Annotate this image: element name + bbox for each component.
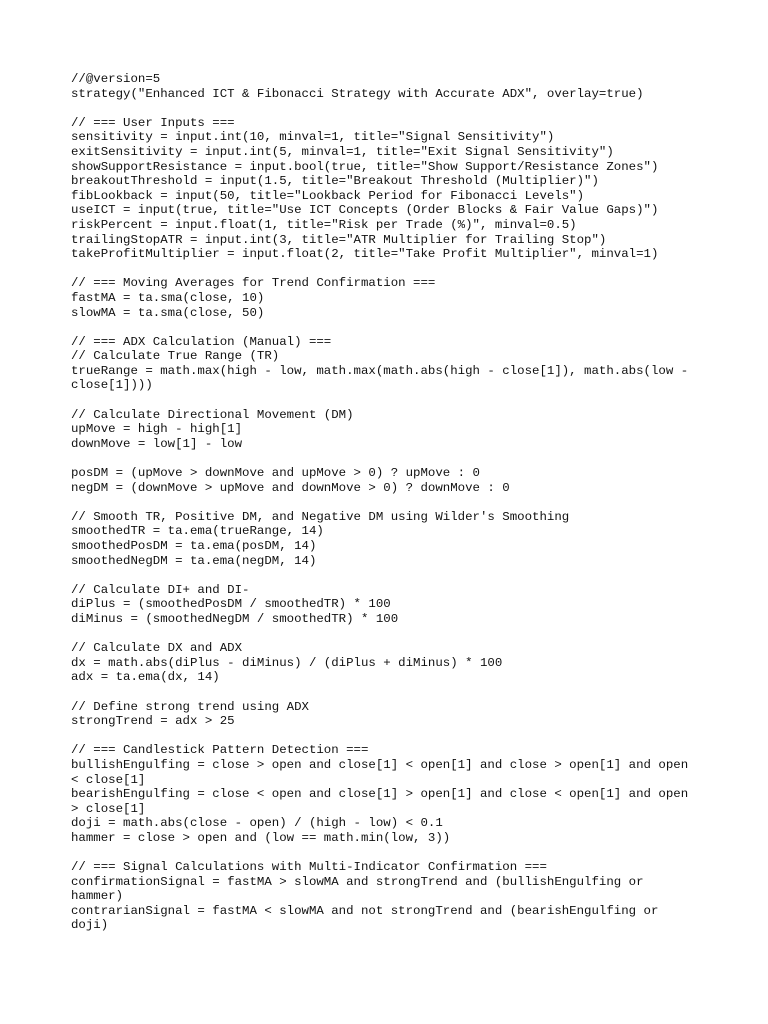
code-line: smoothedNegDM = ta.ema(negDM, 14) <box>71 553 317 568</box>
code-line: useICT = input(true, title="Use ICT Concepts (Order Blocks & Fair Value Gaps)") <box>71 203 659 218</box>
code-line: exitSensitivity = input.int(5, minval=1, title="Exit Signal Sensitivity") <box>71 144 614 159</box>
code-line: // === User Inputs === <box>71 115 235 130</box>
code-line: bullishEngulfing = close > open and close[1] < open[1] and close > open[1] and open <box>71 757 689 772</box>
code-line: // Define strong trend using ADX <box>71 699 309 714</box>
code-line: diPlus = (smoothedPosDM / smoothedTR) * 100 <box>71 597 391 612</box>
blank-line <box>71 101 711 116</box>
blank-line <box>71 320 711 335</box>
blank-line <box>71 627 711 642</box>
code-line: < close[1] <box>71 772 146 787</box>
code-line: breakoutThreshold = input(1.5, title="Breakout Threshold (Multiplier)") <box>71 174 599 189</box>
code-line: smoothedPosDM = ta.ema(posDM, 14) <box>71 539 317 553</box>
code-line: hammer = close > open and (low == math.min(low, 3)) <box>71 830 451 845</box>
code-line: trueRange = math.max(high - low, math.max(math.abs(high - close[1]), math.abs(low - <box>71 363 689 378</box>
code-line: // Calculate DX and ADX <box>71 641 243 656</box>
blank-line <box>71 729 711 744</box>
blank-line <box>71 262 711 277</box>
code-line: //@version=5 <box>71 72 161 86</box>
code-line: hammer) <box>71 889 124 904</box>
code-line: sensitivity = input.int(10, minval=1, title="Signal Sensitivity") <box>71 130 555 145</box>
code-line: // === Moving Averages for Trend Confirmation === <box>71 276 436 291</box>
code-line: riskPercent = input.float(1, title="Risk per Trade (%)", minval=0.5) <box>71 217 577 232</box>
code-line: showSupportResistance = input.bool(true, title="Show Support/Resistance Zones") <box>71 159 659 174</box>
code-line: slowMA = ta.sma(close, 50) <box>71 305 265 320</box>
code-line: downMove = low[1] - low <box>71 436 243 451</box>
blank-line <box>71 495 711 510</box>
code-line: strategy("Enhanced ICT & Fibonacci Strategy with Accurate ADX", overlay=true) <box>71 86 644 101</box>
blank-line <box>71 393 711 408</box>
code-line: diMinus = (smoothedNegDM / smoothedTR) * 100 <box>71 611 399 626</box>
code-line: dx = math.abs(diPlus - diMinus) / (diPlus + diMinus) * 100 <box>71 655 503 670</box>
code-line: fastMA = ta.sma(close, 10) <box>71 290 265 305</box>
blank-line <box>71 568 711 583</box>
code-line: adx = ta.ema(dx, 14) <box>71 670 220 685</box>
code-line: negDM = (downMove > upMove and downMove > 0) ? downMove : 0 <box>71 480 510 495</box>
code-line: // === Signal Calculations with Multi-Indicator Confirmation === <box>71 860 547 875</box>
code-line: doji = math.abs(close - open) / (high - low) < 0.1 <box>71 816 443 831</box>
code-line: // === ADX Calculation (Manual) === <box>71 334 332 349</box>
code-block <box>71 72 711 933</box>
code-line: strongTrend = adx > 25 <box>71 714 235 729</box>
code-line: trailingStopATR = input.int(3, title="ATR Multiplier for Trailing Stop") <box>71 232 607 247</box>
blank-line <box>71 451 711 466</box>
code-line: bearishEngulfing = close < open and close[1] > open[1] and close < open[1] and open <box>71 787 689 802</box>
code-line: // Calculate DI+ and DI- <box>71 582 250 597</box>
code-line: upMove = high - high[1] <box>71 422 243 437</box>
code-line: smoothedTR = ta.ema(trueRange, 14) <box>71 524 324 539</box>
code-line: // === Candlestick Pattern Detection === <box>71 743 369 758</box>
code-line: contrarianSignal = fastMA < slowMA and not strongTrend and (bearishEngulfing or <box>71 903 659 918</box>
code-line: close[1]))) <box>71 378 153 393</box>
code-line: // Calculate Directional Movement (DM) <box>71 407 354 422</box>
code-line: // Smooth TR, Positive DM, and Negative DM using Wilder's Smoothing <box>71 509 570 524</box>
code-line: > close[1] <box>71 801 146 816</box>
code-line: posDM = (upMove > downMove and upMove > 0) ? upMove : 0 <box>71 466 480 481</box>
code-line: // Calculate True Range (TR) <box>71 349 280 364</box>
code-line: takeProfitMultiplier = input.float(2, title="Take Profit Multiplier", minval=1) <box>71 247 659 262</box>
code-line: doji) <box>71 918 109 933</box>
code-line: fibLookback = input(50, title="Lookback Period for Fibonacci Levels") <box>71 188 585 203</box>
blank-line <box>71 685 711 700</box>
code-line: confirmationSignal = fastMA > slowMA and strongTrend and (bullishEngulfing or <box>71 874 644 889</box>
blank-line <box>71 845 711 860</box>
